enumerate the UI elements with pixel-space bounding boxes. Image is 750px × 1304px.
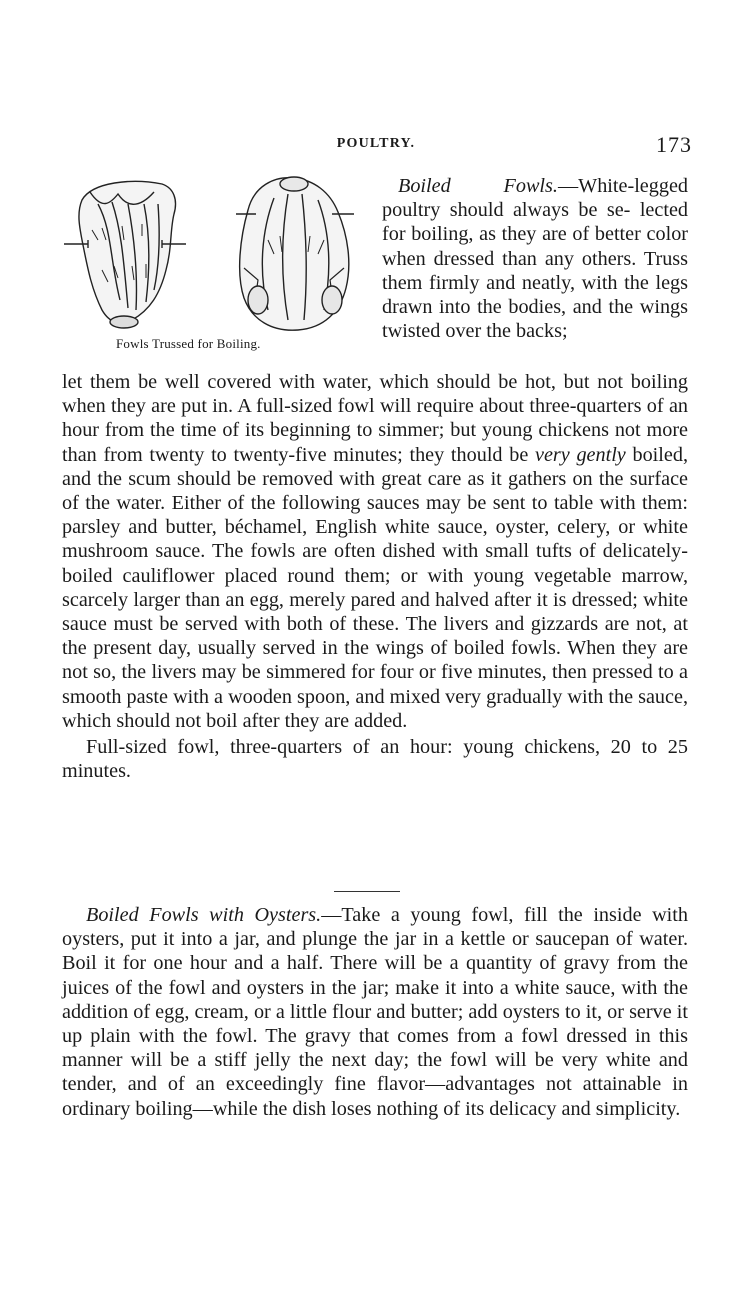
section-2-paragraph bbox=[62, 903, 688, 1121]
section-1-line-1: White-legged bbox=[578, 175, 688, 197]
section-1-paragraph bbox=[62, 370, 688, 733]
section-1-opening bbox=[382, 174, 688, 343]
section-1-body bbox=[62, 370, 688, 783]
trussed-fowls-engraving bbox=[62, 170, 374, 340]
section-1-line-7: drawn into the bodies, and the bbox=[382, 296, 634, 319]
figure-caption: Fowls Trussed for Boiling. bbox=[116, 336, 261, 351]
section-1-line-3: lected for boiling, as they are bbox=[382, 199, 689, 246]
section-1-body-a: let them be well covered with water, which should be hot, but not boiling when they are put in. A full-sized fowl will require about three-quarters of an hour from the time of its beginning to simmer; but young chickens not more than from twenty to twenty-five minutes; they thould be bbox=[62, 371, 688, 466]
right-fowl-drawing bbox=[236, 177, 354, 330]
section-1-dash: — bbox=[557, 175, 579, 197]
section-2-body: Take a young fowl, fill the inside with oysters, put it into a jar, and plunge the jar in a kettle or saucepan of water. Boil it for one hour and a half. There will be a quantity of gravy from the juices of the fowl and oysters in the jar; make it into a white sauce, with the addition of egg, cream, or a little flour and butter; add oysters to it, or serve it up plain with the fowl. The gravy that comes from a fowl dressed in this manner will be a stiff jelly the next day; the fowl will be very white and tender, and of an exceedingly fine flavor—advantages not attainable in ordinary boiling—while the dish loses nothing of its delicacy and simplicity. bbox=[62, 904, 688, 1120]
section-divider bbox=[334, 891, 400, 892]
section-1-emphasis: very gently bbox=[535, 443, 626, 466]
section-1-body-b: boiled, and the scum should be removed with great care as it gathers on the surface of the water. Either of the following sauces may be sent to table with them: parsley and butter, béchamel, English white sauce, oyster, celery, or white mushroom sauce. The fowls are often dished with small tufts of delicately-boiled cauliflower placed round them; or with young vegetable marrow, scarcely larger than an egg, merely pared and halved after it is dressed; white sauce must be served with both of these. The livers and gizzards are not, at the present day, usually served in the wings of boiled fowls. When they are not so, the livers may be simmered for four or five minutes, then pressed to a smooth paste with a wooden spoon, and mixed very gradually with the sauce, which should not boil after they are added. bbox=[62, 443, 688, 732]
section-1-line-8: wings twisted over the backs; bbox=[382, 296, 688, 343]
section-1-line-6: firmly and neatly, with the legs bbox=[429, 271, 688, 294]
fowls-illustration bbox=[62, 170, 374, 370]
section-1-line-2: poultry should always be se- bbox=[382, 199, 631, 222]
page-number: 173 bbox=[656, 132, 692, 157]
section-2-dash: — bbox=[321, 904, 342, 926]
section-2-title: Boiled Fowls with Oysters. bbox=[86, 904, 322, 926]
running-head bbox=[60, 132, 692, 156]
section-1-line-4: of better color when dressed bbox=[382, 223, 689, 270]
section-2 bbox=[62, 903, 688, 1121]
left-fowl-drawing bbox=[64, 181, 186, 328]
section-1-title: Boiled Fowls. bbox=[398, 175, 558, 197]
section-1-time-note: Full-sized fowl, three-quarters of an hour: young chickens, 20 to 25 minutes. bbox=[62, 736, 688, 783]
running-title: POULTRY. bbox=[336, 136, 416, 151]
section-1-line-5: than any others. Truss them bbox=[382, 247, 688, 294]
